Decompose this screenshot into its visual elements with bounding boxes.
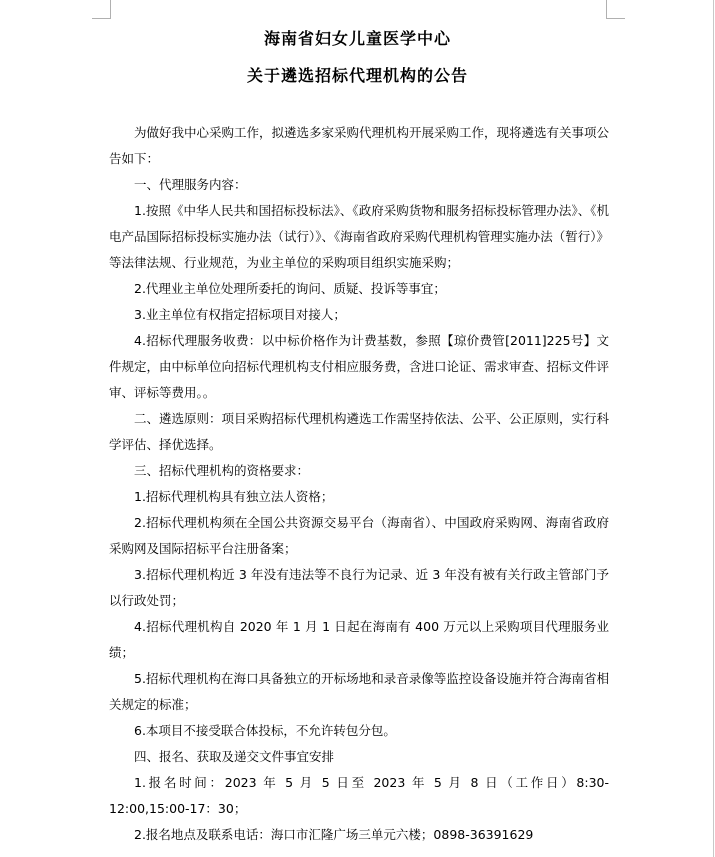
paragraph-intro: 为做好我中心采购工作，拟遴选多家采购代理机构开展采购工作，现将遴选有关事项公告如下： (109, 125, 610, 166)
document-title-notice: 关于遴选招标代理机构的公告 (246, 66, 468, 85)
paragraph-registration-time: 1.报名时间：2023 年 5 月 5 日至 2023 年 5 月 8 日（工作日）8:30-12:00,15:00-17：30； (109, 775, 609, 816)
section-heading-qualification: 三、招标代理机构的资格要求： (134, 463, 310, 478)
margin-corner-mark-right (606, 0, 625, 19)
paragraph-qualification-6: 6.本项目不接受联合体投标，不允许转包分包。 (134, 723, 396, 738)
paragraph-qualification-1: 1.招标代理机构具有独立法人资格； (134, 489, 334, 504)
paragraph-service-item-3: 3.业主单位有权指定招标项目对接人； (134, 307, 346, 322)
paragraph-service-item-4: 4.招标代理服务收费：以中标价格作为计费基数，参照【琼价费管[2011]225号】文件规定，由中标单位向招标代理机构支付相应服务费，含进口论证、需求审查、招标文件评审、评标等费用。。 (109, 333, 610, 400)
paragraph-selection-principle: 二、遴选原则：项目采购招标代理机构遴选工作需坚持依法、公平、公正原则，实行科学评估、择优选择。 (109, 411, 610, 452)
paragraph-service-item-1: 1.按照《中华人民共和国招标投标法》、《政府采购货物和服务招标投标管理办法》、《机电产品国际招标投标实施办法（试行）》、《海南省政府采购代理机构管理实施办法（暂行）》等法律法规、行业规范，为业主单位的采购项目组织实施采购； (109, 203, 610, 270)
paragraph-qualification-4: 4.招标代理机构自 2020 年 1 月 1 日起在海南有 400 万元以上采购项目代理服务业绩； (109, 619, 609, 660)
paragraph-service-item-2: 2.代理业主单位处理所委托的询问、质疑、投诉等事宜； (134, 281, 446, 296)
paragraph-qualification-2: 2.招标代理机构须在全国公共资源交易平台（海南省）、中国政府采购网、海南省政府采购网及国际招标平台注册备案； (109, 515, 609, 556)
margin-corner-mark-left (92, 0, 111, 19)
document-body (109, 120, 609, 848)
paragraph-registration-location: 2.报名地点及联系电话：海口市汇隆广场三单元六楼；0898-36391629 (134, 827, 534, 842)
section-heading-service-content: 一、代理服务内容： (134, 177, 247, 192)
document-title-organization: 海南省妇女儿童医学中心 (263, 29, 451, 48)
paragraph-qualification-5: 5.招标代理机构在海口具备独立的开标场地和录音录像等监控设备设施并符合海南省相关规定的标准； (109, 671, 609, 712)
section-heading-registration: 四、报名、获取及递交文件事宜安排 (134, 749, 335, 764)
paragraph-qualification-3: 3.招标代理机构近 3 年没有违法等不良行为记录、近 3 年没有被有关行政主管部门予以行政处罚； (109, 567, 609, 608)
